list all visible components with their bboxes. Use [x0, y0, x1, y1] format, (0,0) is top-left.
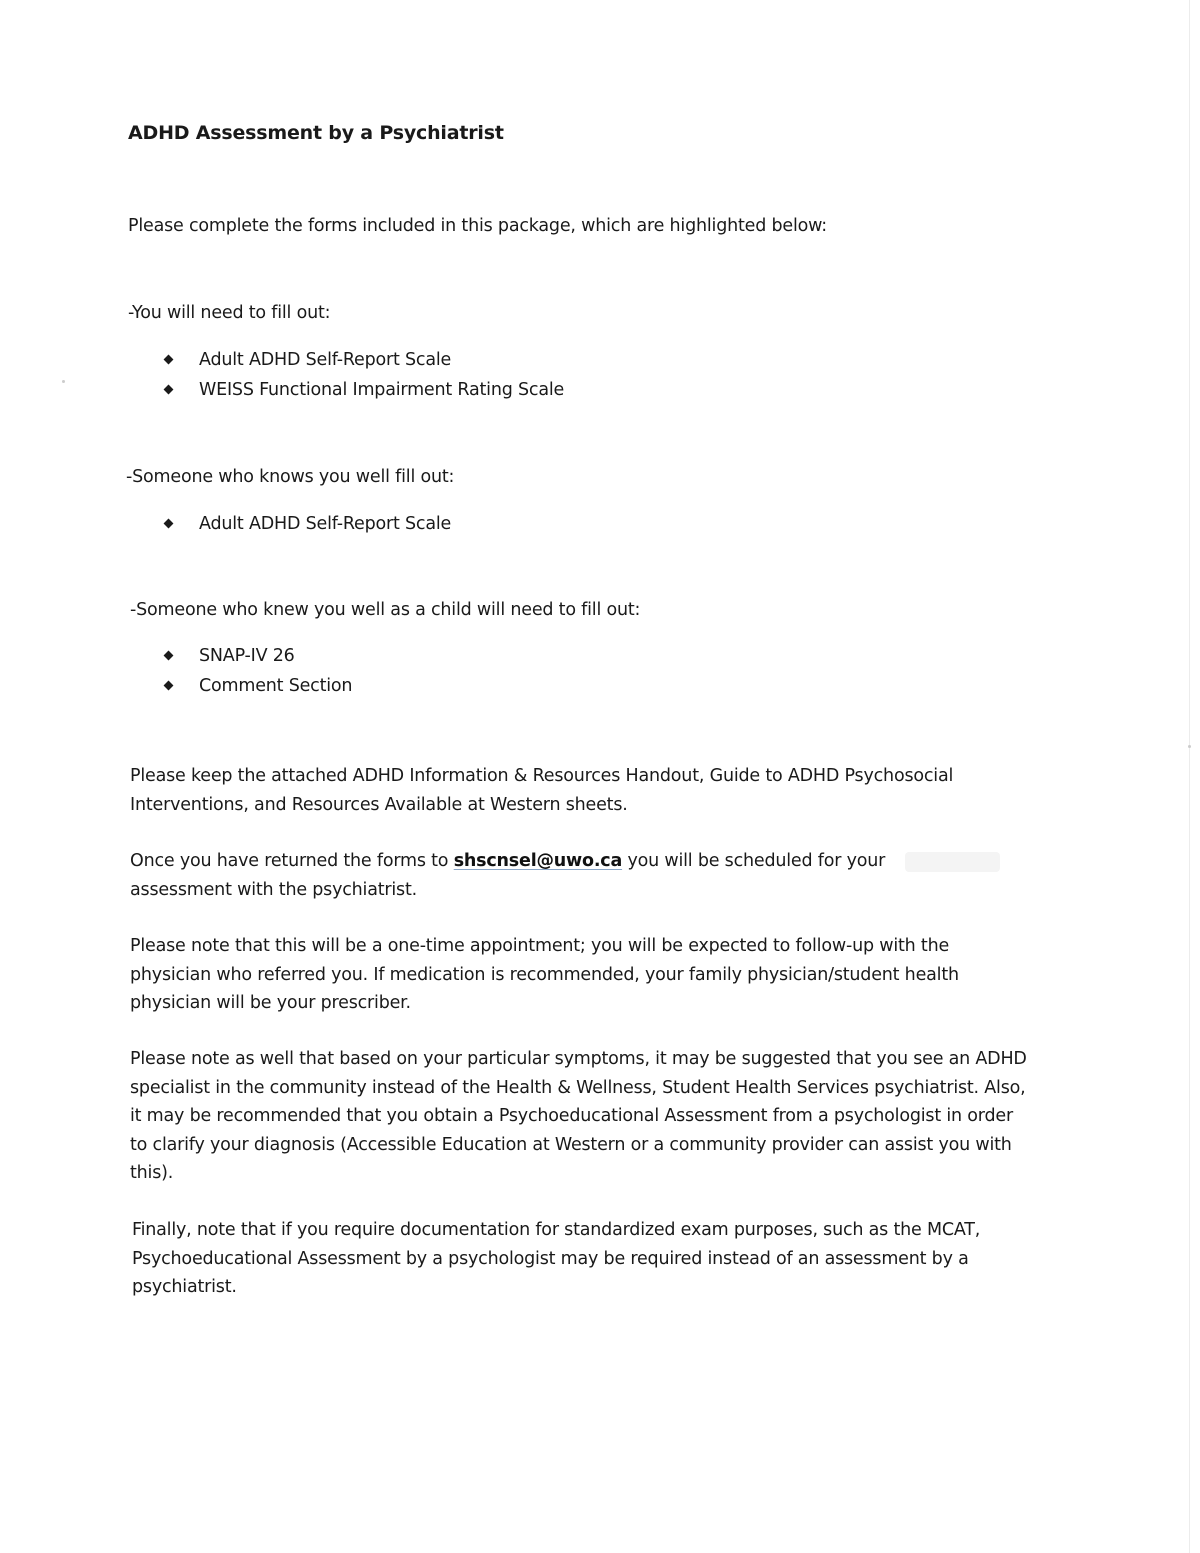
list-item: [164, 345, 564, 375]
list-item: [164, 641, 352, 671]
intro-text: Please complete the forms included in this package, which are highlighted below:: [128, 216, 827, 236]
form-list-childhood: [164, 641, 352, 701]
paragraph-finally: [132, 1216, 980, 1302]
scan-speck: [62, 380, 65, 383]
faded-text-artifact: [905, 852, 1000, 872]
scan-edge: [1189, 0, 1190, 1553]
list-item: [164, 375, 564, 405]
paragraph-line: psychiatrist.: [132, 1277, 237, 1297]
page-title: ADHD Assessment by a Psychiatrist: [128, 122, 504, 144]
form-list-knows-you: [164, 509, 451, 539]
paragraph-line: physician will be your prescriber.: [130, 993, 411, 1013]
diamond-bullet-icon: [164, 385, 174, 395]
list-item: [164, 671, 352, 701]
paragraph-text: Once you have returned the forms to: [130, 851, 454, 871]
paragraph-specialist: [130, 1045, 1027, 1188]
section-heading-knows-you: -Someone who knows you well fill out:: [126, 467, 455, 487]
section-heading-self: -You will need to fill out:: [128, 303, 331, 323]
paragraph-line: [130, 847, 885, 876]
list-item-label: Adult ADHD Self-Report Scale: [199, 514, 452, 534]
paragraph-line: to clarify your diagnosis (Accessible Education at Western or a community provider can assist you with: [130, 1134, 1012, 1155]
form-list-self: [164, 345, 564, 405]
list-item-label: SNAP-IV 26: [199, 646, 295, 666]
paragraph-line: assessment with the psychiatrist.: [130, 879, 418, 900]
diamond-bullet-icon: [164, 681, 174, 691]
diamond-bullet-icon: [164, 651, 174, 661]
paragraph-line: Psychoeducational Assessment by a psychologist may be required instead of an assessment by a: [132, 1248, 969, 1269]
paragraph-line: Finally, note that if you require documentation for standardized exam purposes, such as the MCAT,: [132, 1220, 981, 1240]
section-heading-childhood: -Someone who knew you well as a child will need to fill out:: [130, 600, 641, 620]
diamond-bullet-icon: [164, 355, 174, 365]
paragraph-one-time-appointment: [130, 932, 959, 1018]
paragraph-line: Please keep the attached ADHD Information & Resources Handout, Guide to ADHD Psychosocial: [130, 766, 954, 786]
paragraph-line: it may be recommended that you obtain a Psychoeducational Assessment from a psychologist in order: [130, 1106, 1013, 1126]
paragraph-keep-handouts: [130, 762, 953, 819]
paragraph-return-forms: [130, 847, 885, 904]
email-link[interactable]: shscnsel@uwo.ca: [453, 851, 623, 871]
list-item-label: Adult ADHD Self-Report Scale: [199, 350, 452, 370]
paragraph-line: physician who referred you. If medication is recommended, your family physician/student health: [130, 964, 959, 985]
list-item-label: WEISS Functional Impairment Rating Scale: [199, 380, 565, 400]
list-item: [164, 509, 451, 539]
diamond-bullet-icon: [164, 519, 174, 529]
paragraph-line: Please note that this will be a one-time appointment; you will be expected to follow-up with the: [130, 936, 950, 956]
scan-speck: [1188, 745, 1191, 748]
paragraph-text: you will be scheduled for your: [622, 851, 886, 871]
paragraph-line: this).: [130, 1163, 174, 1183]
paragraph-line: Please note as well that based on your particular symptoms, it may be suggested that you see an ADHD: [130, 1049, 1027, 1069]
paragraph-line: specialist in the community instead of the Health & Wellness, Student Health Services psychiatrist. Also,: [130, 1077, 1026, 1098]
paragraph-line: Interventions, and Resources Available at Western sheets.: [130, 794, 628, 815]
list-item-label: Comment Section: [199, 676, 353, 696]
